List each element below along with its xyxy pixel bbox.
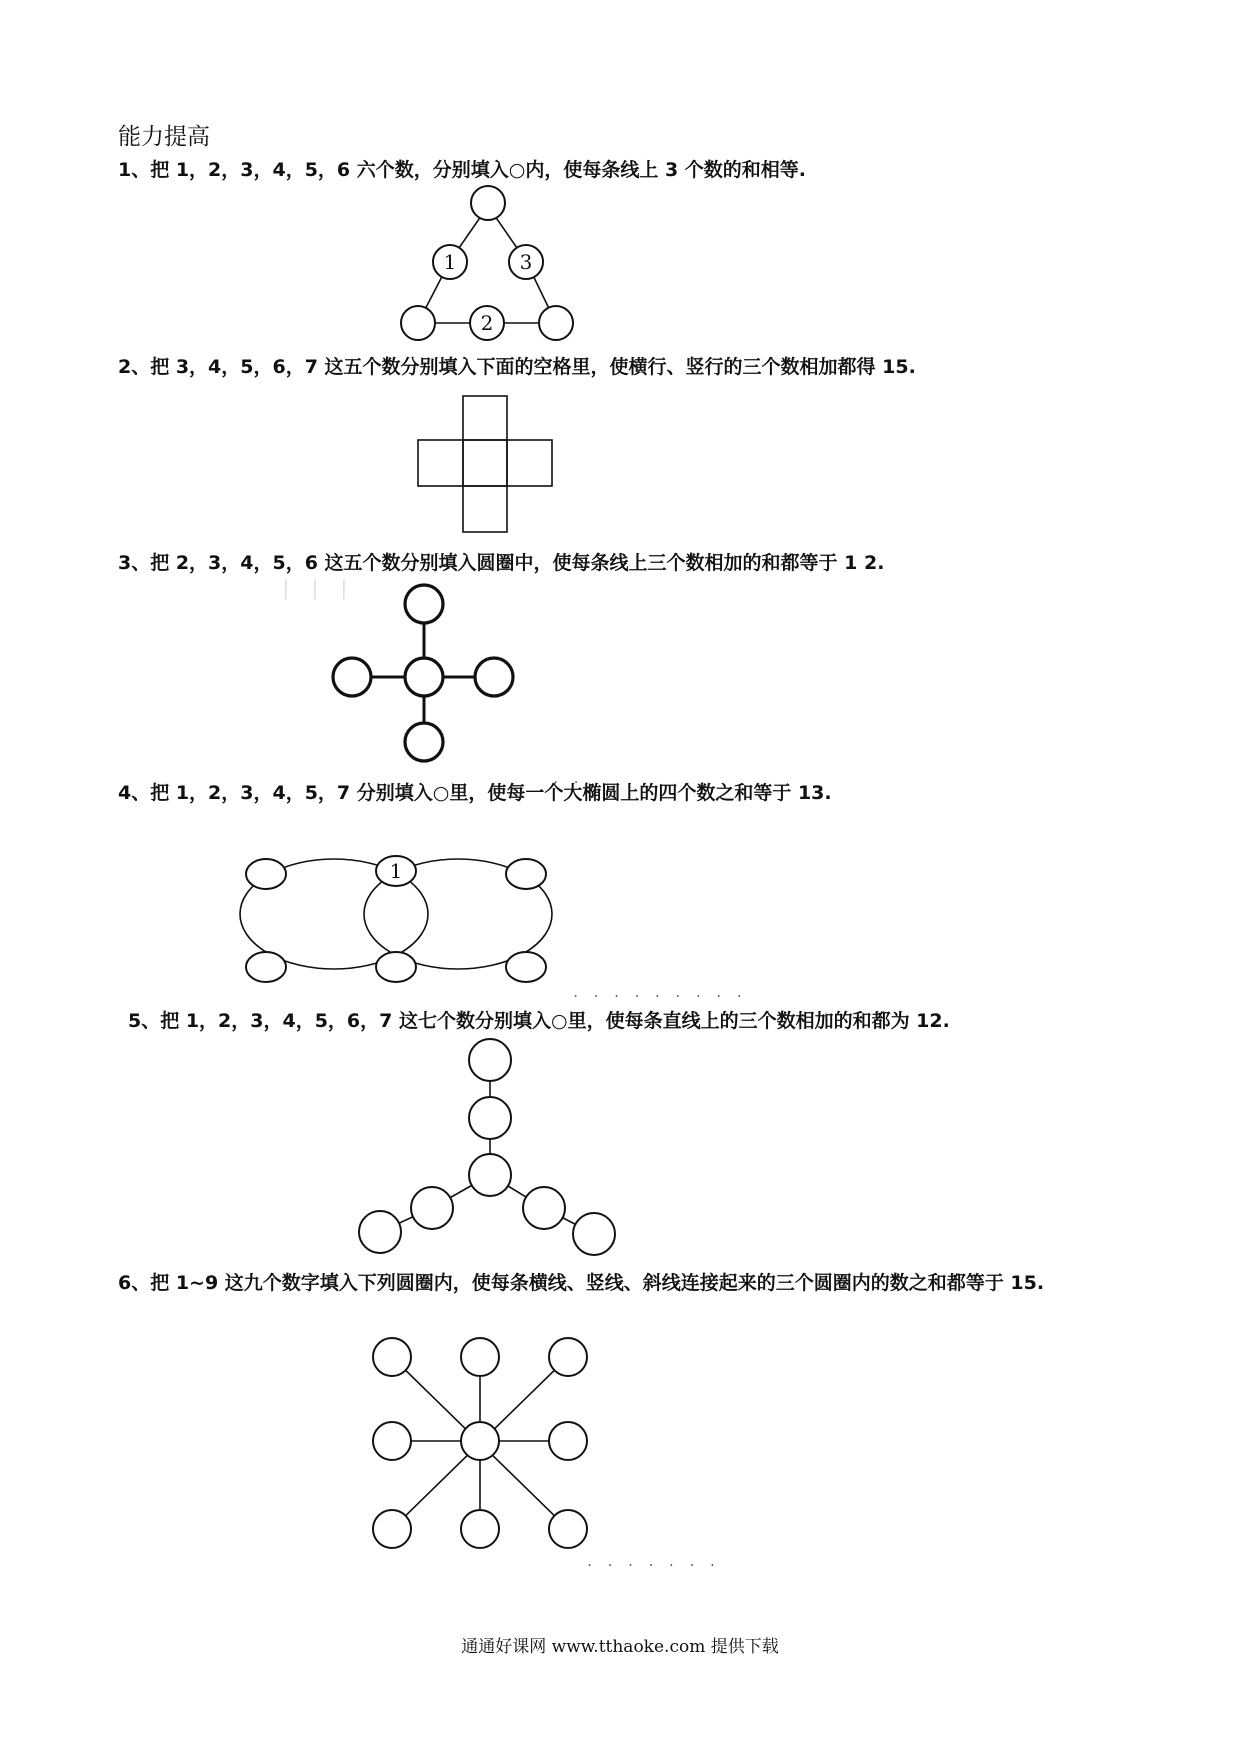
decorative-dots: . . . . . . . [586,1555,719,1569]
figure-6-circle[interactable] [373,1510,411,1548]
figure-1-triangle [401,186,573,340]
figure-6-circle[interactable] [461,1510,499,1548]
figure-2-cross-grid [418,396,552,532]
figure-5-circle[interactable] [573,1213,615,1255]
question-1-text: 1、把 1，2，3，4，5，6 六个数，分别填入○内，使每条线上 3 个数的和相等. [118,159,807,181]
section-heading: 能力提高 [118,124,210,150]
figure-4-circle[interactable] [246,859,286,889]
figure-3-circle-top[interactable] [405,585,443,623]
figure-5-circle[interactable] [411,1187,453,1229]
figure-5-circle[interactable] [469,1039,511,1081]
figure-1-circle-top[interactable] [471,186,505,220]
figure-1-circle-bottom-left[interactable] [401,306,435,340]
question-5-text: 5、把 1，2，3，4，5，6，7 这七个数分别填入○里，使每条直线上的三个数相加的和都为 12. [128,1010,950,1032]
figure-3-circle-center[interactable] [405,658,443,696]
figure-5-circle[interactable] [469,1097,511,1139]
question-2-text: 2、把 3，4，5，6，7 这五个数分别填入下面的空格里，使横行、竖行的三个数相加都得 15. [118,356,916,378]
figure-6-circle[interactable] [549,1510,587,1548]
figure-5-circle-center[interactable] [469,1154,511,1196]
figure-4-circle[interactable] [506,859,546,889]
figure-1-given-number: 2 [480,311,494,335]
figure-4-circle[interactable] [506,952,546,982]
decorative-dots: . . [552,772,583,786]
grid-cell-top[interactable] [463,396,507,440]
bleed-through-marks: 丨 丨 丨 [275,579,355,604]
grid-cell-right[interactable] [507,440,552,486]
figure-5-circle[interactable] [523,1187,565,1229]
figure-6-circle[interactable] [549,1422,587,1460]
figure-6-circle-center[interactable] [461,1422,499,1460]
figure-6-circle[interactable] [461,1338,499,1376]
figure-3-circle-bottom[interactable] [405,723,443,761]
figure-4-circle[interactable] [246,952,286,982]
figure-1-given-number: 3 [519,250,533,274]
figure-6-circle[interactable] [549,1338,587,1376]
footer-credit: 通通好课网 www.tthaoke.com 提供下载 [461,1637,779,1657]
question-3-text: 3、把 2，3，4，5，6 这五个数分别填入圆圈中，使每条线上三个数相加的和都等于 1 2. [118,552,885,574]
figure-6-circle[interactable] [373,1338,411,1376]
figure-3-circle-right[interactable] [475,658,513,696]
grid-cell-left[interactable] [418,440,463,486]
grid-cell-center[interactable] [463,440,507,486]
figure-4-circle[interactable] [376,952,416,982]
grid-cell-bottom[interactable] [463,486,507,532]
question-6-text: 6、把 1~9 这九个数字填入下列圆圈内，使每条横线、竖线、斜线连接起来的三个圆圈内的数之和都等于 15. [118,1272,1045,1294]
figure-6-star [373,1338,587,1548]
figure-6-circle[interactable] [373,1422,411,1460]
figure-4-ellipses [240,856,552,982]
figure-1-given-number: 1 [443,250,457,274]
figure-3-circle-left[interactable] [333,658,371,696]
figure-3-plus-circles [275,579,513,761]
decorative-dots: . . . . . . . . . [572,986,746,1000]
question-4-text: 4、把 1，2，3，4，5，7 分别填入○里，使每一个大椭圆上的四个数之和等于 13. [118,782,832,804]
figure-5-tree [359,1039,615,1255]
figure-4-given-number: 1 [389,859,403,883]
figure-1-circle-bottom-right[interactable] [539,306,573,340]
figure-5-circle[interactable] [359,1211,401,1253]
